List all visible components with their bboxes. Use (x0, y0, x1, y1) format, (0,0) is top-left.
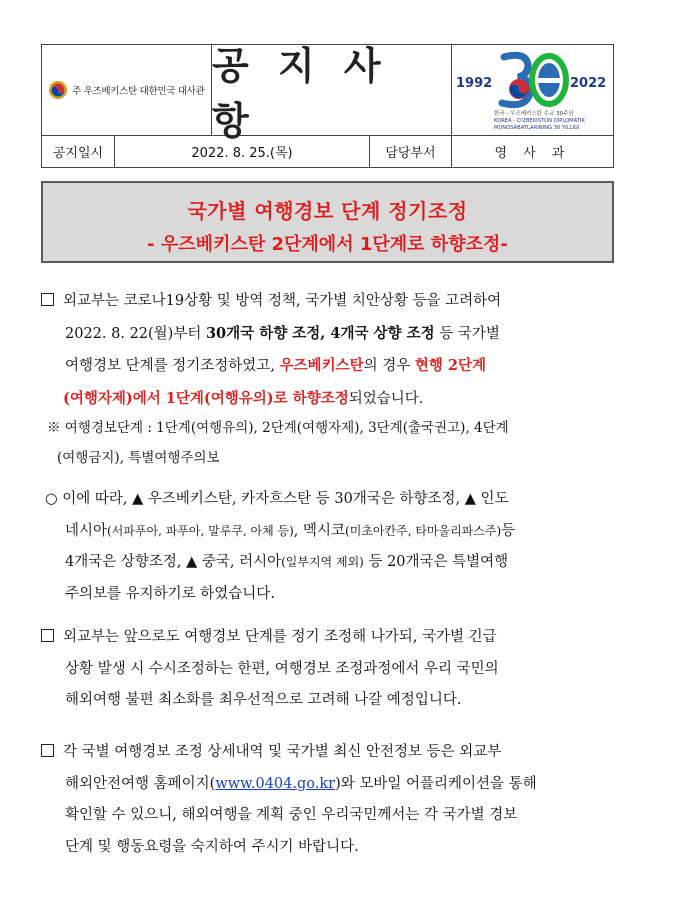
embassy-emblem-icon (48, 80, 68, 100)
logo-caption-en: KOREA - O'ZBEKISTON DIPLOMATIK (493, 118, 585, 124)
anniversary-logo-cell (452, 45, 613, 135)
logo-caption-ko: 한국 - 우즈베키스탄 수교 30주년 (493, 111, 574, 117)
dept-label: 담당부서 (370, 135, 452, 168)
para2-line4: 주의보를 유지하기로 하였습니다. (65, 585, 275, 602)
para2-line2b: (서파푸아, 파푸아, 말루쿠, 아체 등) (107, 523, 294, 538)
note-line1: ※ 여행경보단계 : 1단계(여행유의), 2단계(여행자제), 3단계(출국권고), 4단계 (47, 420, 509, 436)
para1-line2-bold: 30개국 하향 조정, 4개국 상향 조정 (205, 324, 435, 342)
para1-line2c: 등 국가별 (434, 325, 500, 342)
paragraph-3 (41, 622, 619, 717)
para2-line3b: (일부지역 제외) (281, 555, 364, 569)
logo-year-right: 2022 (569, 76, 606, 91)
notice-subtitle: - 우즈베키스탄 2단계에서 1단계로 하향조정- (147, 234, 508, 255)
para2-line3c: 등 20개국은 특별여행 (363, 554, 509, 570)
para1-line3c: 의 경우 (363, 358, 415, 374)
para2-line2c: , 멕시코 (293, 522, 346, 539)
para1-line3-highlight: 현행 2단계 (414, 357, 487, 374)
para1-country-highlight: 우즈베키스탄 (279, 357, 364, 374)
logo-year-left: 1992 (455, 76, 492, 91)
paragraph-1 (41, 286, 619, 415)
para2-line1: ○ 이에 따라, ▲ 우즈베키스탄, 카자흐스탄 등 30개국은 하향조정, ▲ 인도 (45, 491, 509, 507)
date-label: 공지일시 (42, 135, 115, 168)
para2-line2a: 네시아 (65, 522, 108, 539)
para1-line4b: 되었습니다. (348, 390, 424, 407)
para1-line1: 외교부는 코로나19상황 및 방역 정책, 국가별 치안상황 등을 고려하여 (63, 293, 502, 309)
logo-caption-uz: MUNOSABATLARINING 30 YILLIGI (493, 125, 580, 131)
org-cell (42, 45, 212, 135)
para4-line3: 확인할 수 있으니, 해외여행을 계획 중인 우리국민께서는 각 국가별 경보 (65, 807, 518, 823)
para4-line1: 각 국별 여행경보 조정 상세내역 및 국가별 최신 안전정보 등은 외교부 (63, 744, 502, 760)
header-row-info (42, 135, 613, 168)
header-table (41, 44, 614, 168)
para2-line2d: (미초아칸주, 타마울리파스주) (345, 523, 502, 538)
header-row-top (42, 44, 613, 143)
checkbox-square-icon (41, 629, 54, 642)
para1-line2a: 2022. 8. 22(월)부터 (65, 325, 206, 342)
notice-title: 국가별 여행경보 단계 정기조정 (187, 199, 468, 223)
note-line2: (여행금지), 특별여행주의보 (57, 450, 220, 466)
para1-line4-highlight: (여행자제)에서 1단계(여행유의)로 하향조정 (63, 389, 349, 407)
checkbox-square-icon (41, 293, 54, 306)
para1-line3a: 여행경보 단계를 정기조정하였고, (65, 358, 280, 374)
para3-line3: 해외여행 불편 최소화를 최우선적으로 고려해 나갈 예정입니다. (65, 692, 462, 708)
paragraph-4 (41, 737, 619, 863)
title-cell (212, 44, 452, 143)
dept-value: 영 사 과 (494, 146, 571, 161)
org-name: 주 우즈베키스탄 대한민국 대사관 (72, 86, 205, 97)
para4-line2b: )와 모바일 어플리케이션을 통해 (335, 775, 537, 792)
checkbox-square-icon (41, 744, 54, 757)
para4-line2a: 해외안전여행 홈페이지( (65, 775, 216, 792)
date-value: 2022. 8. 25.(목) (115, 135, 370, 168)
page-title: 공 지 사 항 (212, 44, 389, 143)
para2-line2e: 등 (501, 522, 516, 539)
travel-alert-note (41, 413, 619, 473)
para3-line1: 외교부는 앞으로도 여행경보 단계를 정기 조정해 나가되, 국가별 긴급 (63, 629, 497, 645)
anniversary-logo-icon (454, 47, 612, 133)
paragraph-2 (41, 484, 619, 610)
safe-travel-link[interactable]: www.0404.go.kr (215, 775, 336, 792)
para4-line4: 단계 및 행동요령을 숙지하여 주시기 바랍니다. (65, 838, 359, 855)
notice-title-box (41, 181, 614, 263)
para2-line3a: 4개국은 상향조정, ▲ 중국, 러시아 (65, 554, 282, 570)
para3-line2: 상황 발생 시 수시조정하는 한편, 여행경보 조정과정에서 우리 국민의 (65, 660, 499, 677)
